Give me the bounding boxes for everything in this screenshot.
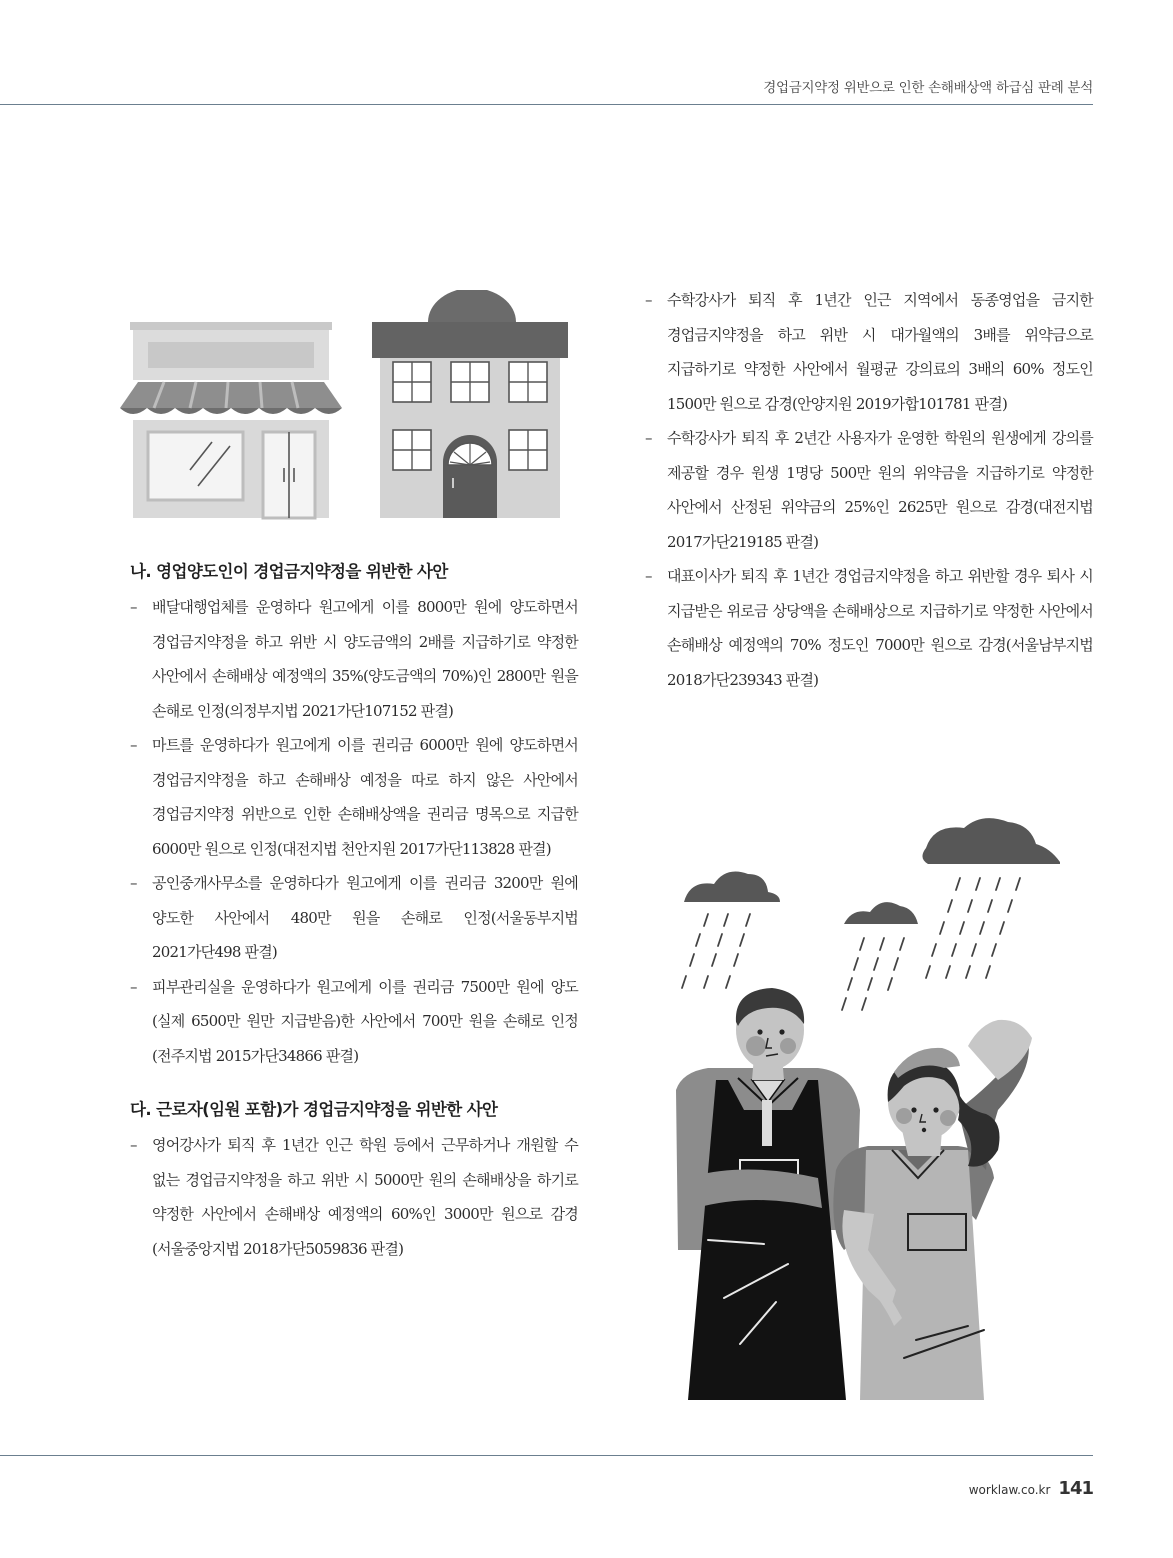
list-item: – 대표이사가 퇴직 후 1년간 경업금지약정을 하고 위반할 경우 퇴사 시 지급받은 위로금 상당액을 손해배상으로 지급하기로 약정한 사안에서 손해배상 예정액의 70% 정도인 7000만 원으로 감경(서울남부지법 2018가단239343 판결) [645,559,1093,697]
running-header-title: 경업금지약정 위반으로 인한 손해배상액 하급심 판례 분석 [763,80,1093,96]
section-heading-na: 나. 영업양도인이 경업금지약정을 위반한 사안 [130,562,448,581]
header-divider [0,104,1093,105]
right-column [645,283,1093,697]
footer-divider [0,1455,1093,1456]
list-item: – 수학강사가 퇴직 후 2년간 사용자가 운영한 학원의 원생에게 강의를 제공할 경우 원생 1명당 500만 원의 위약금을 지급하기로 약정한 사안에서 산정된 위약금의 25%인 2625만 원으로 감경(대전지법 2017가단219185 판결) [645,421,1093,559]
list-item: – 영어강사가 퇴직 후 1년간 인근 학원 등에서 근무하거나 개원할 수 없는 경업금지약정을 하고 위반 시 5000만 원의 손해배상을 하기로 약정한 사안에서 손해배상 예정액의 60%인 3000만 원으로 감경(서울중앙지법 2018가단5059836 판결) [130,1128,578,1266]
section-na-list [130,590,578,1073]
rain-clouds-and-workers-illustration [668,810,1093,1400]
list-item: – 수학강사가 퇴직 후 1년간 인근 지역에서 동종영업을 금지한 경업금지약정을 하고 위반 시 대가월액의 3배를 위약금으로 지급하기로 약정한 사안에서 월평균 강의료의 3배의 60% 정도인 1500만 원으로 감경(안양지원 2019가합101781 판결) [645,283,1093,421]
section-da-list [130,1128,578,1266]
section-heading-da: 다. 근로자(임원 포함)가 경업금지약정을 위반한 사안 [130,1100,498,1119]
right-list [645,283,1093,697]
list-item: – 마트를 운영하다가 원고에게 이를 권리금 6000만 원에 양도하면서 경업금지약정을 하고 손해배상 예정을 따로 하지 않은 사안에서 경업금지약정 위반으로 인한 손해배상액을 권리금 명목으로 지급한 6000만 원으로 인정(대전지법 천안지원 2017가단113828 판결) [130,728,578,866]
list-item: – 공인중개사무소를 운영하다가 원고에게 이를 권리금 3200만 원에 양도한 사안에서 480만 원을 손해로 인정(서울동부지법 2021가단498 판결) [130,866,578,970]
list-item: – 피부관리실을 운영하다가 원고에게 이를 권리금 7500만 원에 양도(실제 6500만 원만 지급받음)한 사안에서 700만 원을 손해로 인정(전주지법 2015가단34866 판결) [130,970,578,1074]
shop-and-building-illustration [118,290,578,522]
list-item: – 배달대행업체를 운영하다 원고에게 이를 8000만 원에 양도하면서 경업금지약정을 하고 위반 시 양도금액의 2배를 지급하기로 약정한 사안에서 손해배상 예정액의 35%(양도금액의 70%)인 2800만 원을 손해로 인정(의정부지법 2021가단107152 판결) [130,590,578,728]
left-column [130,557,578,1266]
footer-site-url: worklaw.co.kr [968,1483,1051,1497]
page-number: 141 [1058,1478,1093,1499]
page-footer [969,1478,1093,1499]
